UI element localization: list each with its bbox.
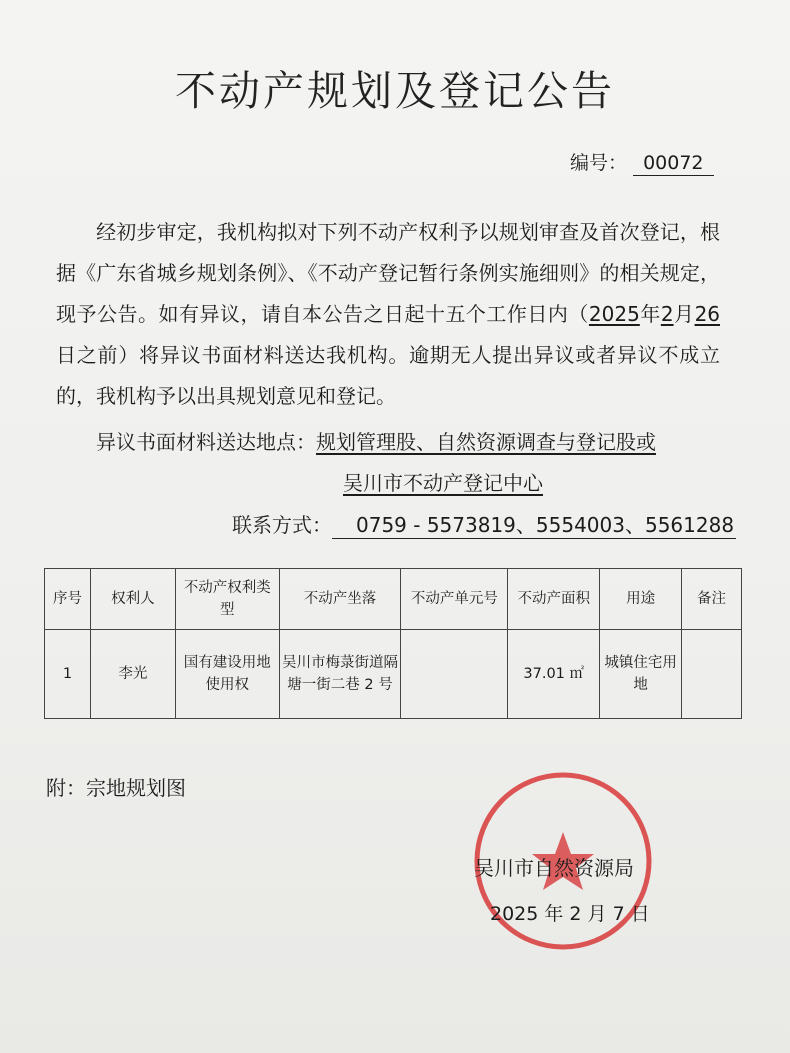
cell-right-type: 国有建设用地使用权 xyxy=(175,630,279,719)
header-remarks: 备注 xyxy=(682,569,742,630)
cell-serial: 1 xyxy=(45,630,91,719)
document-number xyxy=(570,148,714,176)
header-area: 不动产面积 xyxy=(508,569,600,630)
cell-usage: 城镇住宅用地 xyxy=(600,630,682,719)
header-right-type: 不动产权利类型 xyxy=(175,569,279,630)
header-location: 不动产坐落 xyxy=(279,569,401,630)
document-number-label: 编号： xyxy=(570,152,628,174)
notice-text-1: 经初步审定，我机构拟对下列不动产权利予以规划审查及首次登记，根据《广东省城乡规划条例》、《不动产登记暂行条例实施细则》的相关规定，现予公告。如有异议，请自本公告之日起十五个工作日内（ xyxy=(56,220,720,326)
header-owner: 权利人 xyxy=(90,569,175,630)
notice-text-3: 月 xyxy=(673,302,695,326)
property-table xyxy=(44,568,742,719)
page-title: 不动产规划及登记公告 xyxy=(175,67,615,115)
header-usage: 用途 xyxy=(600,569,682,630)
deadline-day: 26 xyxy=(694,302,721,326)
document-number-value: 00072 xyxy=(633,152,713,176)
cell-remarks xyxy=(682,630,742,719)
table-header-row xyxy=(45,569,742,630)
objection-address-line2: 吴川市不动产登记中心 xyxy=(343,471,543,495)
header-serial: 序号 xyxy=(45,569,91,630)
issuer-name: 吴川市自然资源局 xyxy=(474,856,634,880)
attachment-note: 附：宗地规划图 xyxy=(46,776,186,800)
objection-address-line1: 规划管理股、自然资源调查与登记股或 xyxy=(316,430,656,454)
issue-date: 2025 年 2 月 7 日 xyxy=(490,903,650,925)
cell-area: 37.01 ㎡ xyxy=(508,630,600,719)
cell-unit-number xyxy=(401,630,508,719)
table-row xyxy=(45,630,742,719)
deadline-month: 2 xyxy=(660,302,674,326)
header-unit-number: 不动产单元号 xyxy=(401,569,508,630)
notice-paragraph xyxy=(56,212,720,417)
cell-location: 吴川市梅菉街道隔塘一街二巷 2 号 xyxy=(279,630,401,719)
contact-label: 联系方式： xyxy=(232,513,332,537)
cell-owner: 李光 xyxy=(90,630,175,719)
contact-info xyxy=(232,505,736,546)
objection-address-label: 异议书面材料送达地点： xyxy=(96,430,316,454)
deadline-year: 2025 xyxy=(588,302,640,326)
contact-phone: 0759 - 5573819、5554003、5561288 xyxy=(332,512,736,539)
objection-address xyxy=(96,422,656,463)
notice-text-4: 日之前）将异议书面材料送达我机构。逾期无人提出异议或者异议不成立的，我机构予以出具规划意见和登记。 xyxy=(56,343,720,408)
notice-text-2: 年 xyxy=(639,302,661,326)
